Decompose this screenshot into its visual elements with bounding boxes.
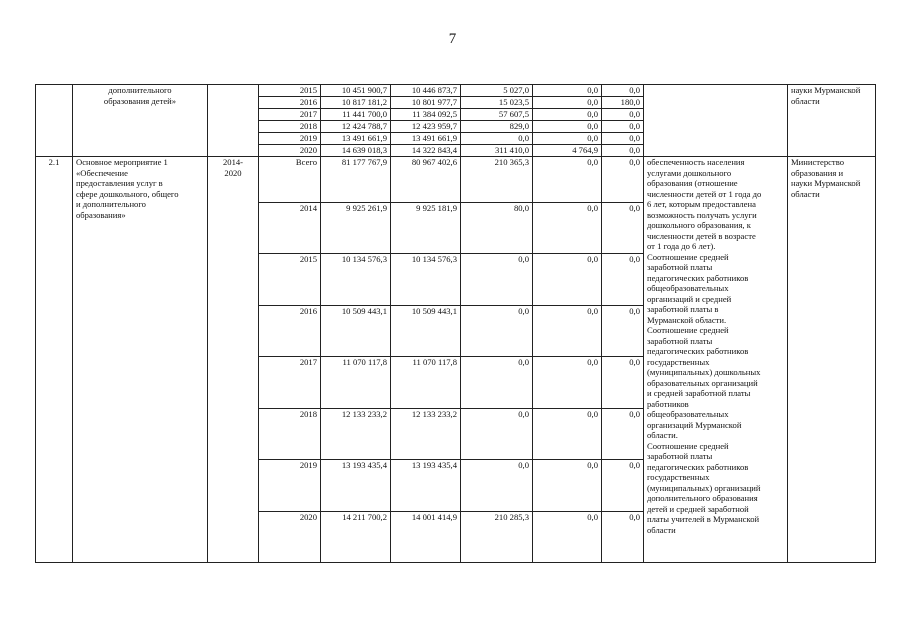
total-cell: 12 133 233,2 (321, 409, 391, 460)
extra-cell: 0,0 (602, 109, 644, 121)
year-cell: 2015 (259, 254, 321, 306)
year-cell: 2020 (259, 512, 321, 563)
executor-cell: Министерство образования и науки Мурманской области (788, 157, 876, 563)
federal-cell: 210 365,3 (461, 157, 533, 203)
federal-cell: 57 607,5 (461, 109, 533, 121)
federal-cell: 0,0 (461, 409, 533, 460)
total-cell: 14 639 018,3 (321, 145, 391, 157)
regional-cell: 14 001 414,9 (391, 512, 461, 563)
total-cell: 13 193 435,4 (321, 460, 391, 512)
total-cell: 10 509 443,1 (321, 306, 391, 357)
total-cell: 10 134 576,3 (321, 254, 391, 306)
regional-cell: 10 134 576,3 (391, 254, 461, 306)
extra-cell: 0,0 (602, 512, 644, 563)
year-cell: 2016 (259, 306, 321, 357)
total-cell: 11 070 117,8 (321, 357, 391, 409)
local-cell: 0,0 (533, 409, 602, 460)
program-table (35, 84, 876, 563)
regional-cell: 13 193 435,4 (391, 460, 461, 512)
measure-name-cell: Основное мероприятие 1 «Обеспечение предоставления услуг в сфере дошкольного, общего и дополнительного образования» (73, 157, 208, 563)
executor-cell: науки Мурманской области (788, 85, 876, 157)
total-cell: 12 424 788,7 (321, 121, 391, 133)
local-cell: 0,0 (533, 512, 602, 563)
total-cell: 11 441 700,0 (321, 109, 391, 121)
local-cell: 0,0 (533, 203, 602, 254)
year-cell: 2019 (259, 133, 321, 145)
federal-cell: 0,0 (461, 254, 533, 306)
regional-cell: 11 384 092,5 (391, 109, 461, 121)
local-cell: 0,0 (533, 157, 602, 203)
local-cell: 4 764,9 (533, 145, 602, 157)
federal-cell: 0,0 (461, 460, 533, 512)
regional-cell: 11 070 117,8 (391, 357, 461, 409)
regional-cell: 13 491 661,9 (391, 133, 461, 145)
federal-cell: 829,0 (461, 121, 533, 133)
extra-cell: 180,0 (602, 97, 644, 109)
regional-cell: 80 967 402,6 (391, 157, 461, 203)
extra-cell: 0,0 (602, 133, 644, 145)
row-number-cell (36, 85, 73, 157)
regional-cell: 10 446 873,7 (391, 85, 461, 97)
federal-cell: 210 285,3 (461, 512, 533, 563)
year-cell: 2018 (259, 409, 321, 460)
federal-cell: 80,0 (461, 203, 533, 254)
federal-cell: 5 027,0 (461, 85, 533, 97)
extra-cell: 0,0 (602, 306, 644, 357)
local-cell: 0,0 (533, 460, 602, 512)
extra-cell: 0,0 (602, 254, 644, 306)
extra-cell: 0,0 (602, 121, 644, 133)
indicator-cell (644, 85, 788, 157)
federal-cell: 0,0 (461, 357, 533, 409)
year-cell: 2015 (259, 85, 321, 97)
local-cell: 0,0 (533, 109, 602, 121)
total-cell: 9 925 261,9 (321, 203, 391, 254)
regional-cell: 10 509 443,1 (391, 306, 461, 357)
federal-cell: 0,0 (461, 133, 533, 145)
page-number: 7 (448, 31, 457, 47)
regional-cell: 10 801 977,7 (391, 97, 461, 109)
extra-cell: 0,0 (602, 145, 644, 157)
year-cell: 2017 (259, 357, 321, 409)
federal-cell: 311 410,0 (461, 145, 533, 157)
total-cell: 10 451 900,7 (321, 85, 391, 97)
federal-cell: 0,0 (461, 306, 533, 357)
regional-cell: 12 133 233,2 (391, 409, 461, 460)
period-cell (208, 85, 259, 157)
total-cell: 81 177 767,9 (321, 157, 391, 203)
year-cell: 2020 (259, 145, 321, 157)
local-cell: 0,0 (533, 97, 602, 109)
table-row (36, 157, 876, 203)
local-cell: 0,0 (533, 357, 602, 409)
local-cell: 0,0 (533, 85, 602, 97)
extra-cell: 0,0 (602, 409, 644, 460)
year-cell: 2016 (259, 97, 321, 109)
extra-cell: 0,0 (602, 460, 644, 512)
year-cell: 2017 (259, 109, 321, 121)
table-row (36, 85, 876, 97)
row-number-cell: 2.1 (36, 157, 73, 563)
indicator-cell: обеспеченность населения услугами дошкольного образования (отношение численности детей от 1 года до 6 лет, которым предоставлена возможность получать услуги дошкольного образования, к численности детей в возрасте от 1 года до 6 лет). Соотношение средней заработной платы педагогических работников общеобразовательных организаций и средней заработной платы в Мурманской области. Соотношение средней заработной платы педагогических работников государственных (муниципальных) дошкольных образовательных организаций и средней заработной платы работников общеобразовательных организаций Мурманской области. Соотношение средней заработной платы педагогических работников государственных (муниципальных) организаций дополнительного образования детей и средней заработной платы учителей в Мурманской области (644, 157, 788, 563)
extra-cell: 0,0 (602, 357, 644, 409)
local-cell: 0,0 (533, 133, 602, 145)
measure-name-cell: дополнительного образования детей» (73, 85, 208, 157)
federal-cell: 15 023,5 (461, 97, 533, 109)
year-cell: 2018 (259, 121, 321, 133)
regional-cell: 9 925 181,9 (391, 203, 461, 254)
local-cell: 0,0 (533, 254, 602, 306)
period-cell: 2014- 2020 (208, 157, 259, 563)
extra-cell: 0,0 (602, 157, 644, 203)
regional-cell: 14 322 843,4 (391, 145, 461, 157)
regional-cell: 12 423 959,7 (391, 121, 461, 133)
local-cell: 0,0 (533, 306, 602, 357)
total-cell: 14 211 700,2 (321, 512, 391, 563)
total-cell: 13 491 661,9 (321, 133, 391, 145)
local-cell: 0,0 (533, 121, 602, 133)
extra-cell: 0,0 (602, 203, 644, 254)
year-cell: Всего (259, 157, 321, 203)
total-cell: 10 817 181,2 (321, 97, 391, 109)
year-cell: 2019 (259, 460, 321, 512)
year-cell: 2014 (259, 203, 321, 254)
extra-cell: 0,0 (602, 85, 644, 97)
